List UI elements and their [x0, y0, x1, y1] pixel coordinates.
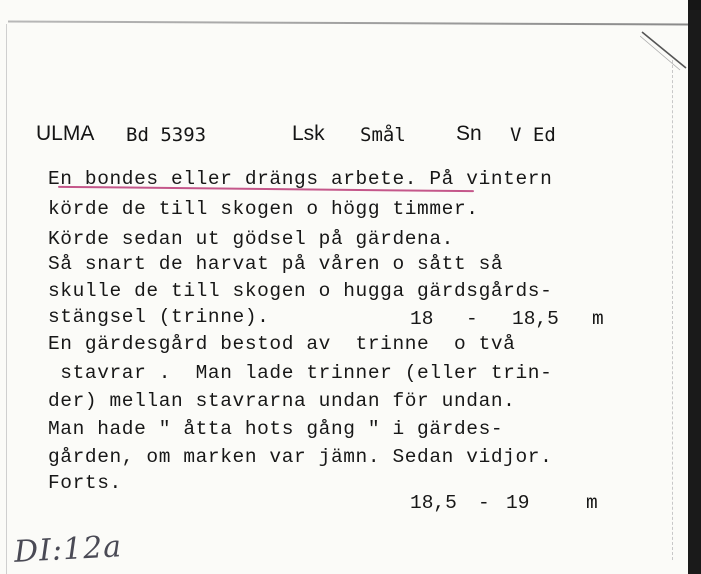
measure-to: 18,5	[512, 308, 559, 330]
corner-fold-icon	[640, 28, 688, 72]
body-line: Forts.	[48, 472, 122, 494]
body-line: En gärdesgård bestod av trinne o två	[48, 333, 516, 355]
body-line: En bondes eller drängs arbete. På vintern	[48, 168, 553, 190]
volume-number: Bd 5393	[126, 124, 207, 146]
body-line: skulle de till skogen o hugga gärdsgårds-	[48, 280, 553, 302]
measure-unit: m	[592, 308, 604, 330]
card-top-rule	[8, 21, 688, 26]
body-line: Man hade " åtta hots gång " i gärdes-	[48, 418, 504, 440]
measure-dash: -	[466, 308, 478, 330]
card-right-dashed-line	[672, 60, 673, 560]
body-line: gården, om marken var jämn. Sedan vidjor.	[48, 446, 553, 468]
handwritten-archive-code: DI:12a	[13, 529, 123, 570]
measure-from: 18	[410, 308, 434, 330]
body-line: Så snart de harvat på våren o sått så	[48, 253, 504, 275]
sn-label: Sn	[456, 122, 482, 145]
body-line: Körde sedan ut gödsel på gärdena.	[48, 228, 454, 250]
body-line: körde de till skogen o högg timmer.	[48, 198, 479, 220]
body-line: stängsel (trinne).	[48, 306, 270, 328]
body-line: der) mellan stavrarna undan för undan.	[48, 390, 516, 412]
landskap-value: Smål	[360, 124, 406, 146]
card-left-edge	[6, 24, 7, 574]
measure-to: 19	[506, 492, 530, 514]
archive-name: ULMA	[36, 122, 95, 145]
measure-unit: m	[586, 492, 598, 514]
socken-value: V Ed	[510, 124, 556, 146]
measure-from: 18,5	[410, 492, 457, 514]
measure-dash: -	[478, 492, 490, 514]
lsk-label: Lsk	[292, 122, 325, 145]
body-line: stavrar . Man lade trinner (eller trin-	[48, 362, 553, 384]
